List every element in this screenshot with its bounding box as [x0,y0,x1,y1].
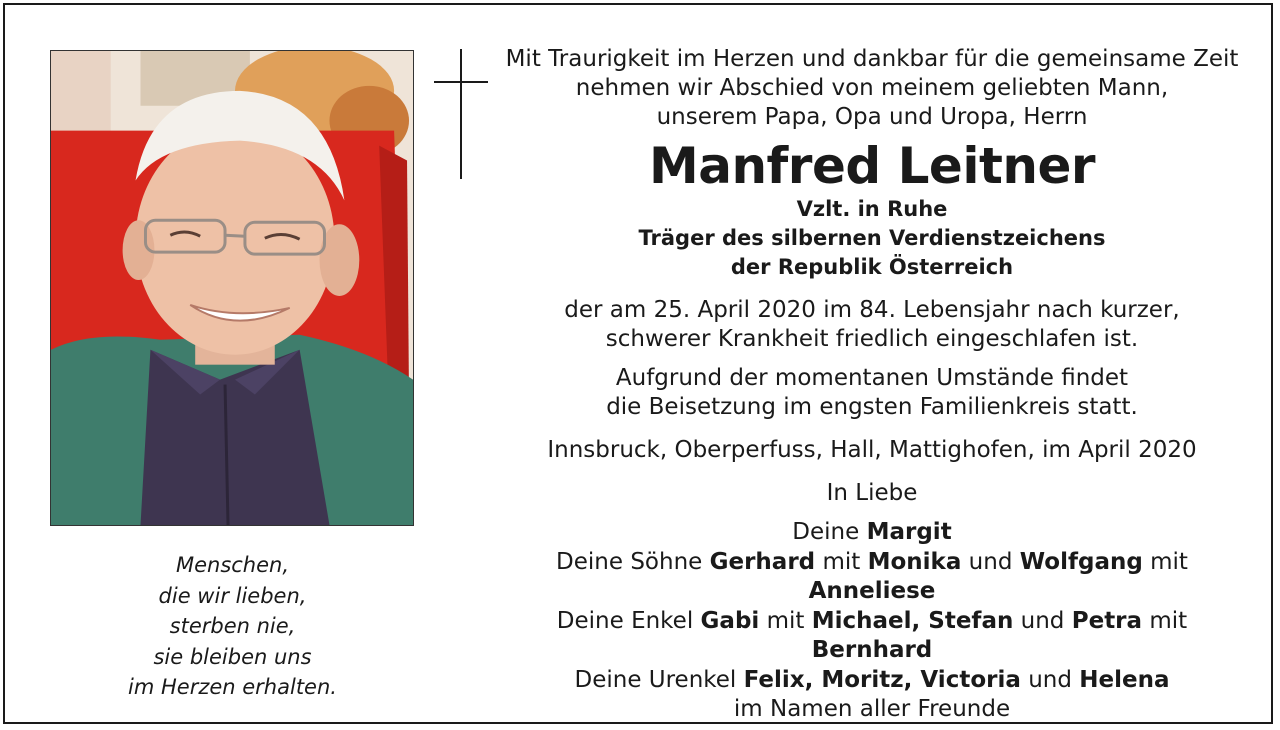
sons-with-1: mit [822,548,861,575]
son-1-partner: Monika [867,548,962,575]
intro-line-1: Mit Traurigkeit im Herzen und dankbar für die gemeinsame Zeit [505,46,1239,72]
poem-line-5: im Herzen erhalten. [128,675,337,699]
family-wife [498,518,1246,548]
wife-name: Margit [866,519,952,545]
grandchildren-and: und [1020,607,1065,634]
wife-prefix: Deine [792,519,860,545]
death-notice-line-1: der am 25. April 2020 im 84. Lebensjahr nach kurzer, [564,297,1180,323]
sons-prefix: Deine Söhne [556,548,703,575]
title-line-3: der Republik Österreich [730,255,1014,279]
poem-line-1: Menschen, [175,553,290,577]
poem-line-3: sterben nie, [169,614,296,638]
memorial-poem [95,550,370,703]
deceased-name: Manfred Leitner [648,137,1096,195]
great-grandchild-last: Helena [1079,666,1170,693]
obituary-card [3,3,1273,724]
grandchild-1-family: Michael, Stefan [811,607,1014,634]
poem-line-4: sie bleiben uns [153,644,312,669]
son-2-partner: Anneliese [808,578,936,604]
great-grandchildren-names: Felix, Moritz, Victoria [743,666,1021,693]
burial-notice-line-1: Aufgrund der momentanen Umstände findet [615,365,1129,391]
grandchild-1: Gabi [700,607,760,634]
family-closing: im Namen aller Freunde [733,696,1011,722]
sons-with-2: mit [1150,548,1188,575]
poem-line-2: die wir lieben, [158,583,307,608]
portrait-illustration [51,51,413,525]
family-great-grandchildren [498,666,1246,696]
burial-notice-line-2: die Beisetzung im engsten Familienkreis statt. [606,394,1138,420]
son-1: Gerhard [709,548,816,575]
grandchildren-with-2: mit [1149,607,1188,634]
death-notice-line-2: schwerer Krankheit friedlich eingeschlafen ist. [605,326,1139,352]
family-grandchildren [498,607,1246,666]
intro-line-3: unserem Papa, Opa und Uropa, Herrn [656,104,1088,130]
great-grandchildren-and: und [1028,666,1072,693]
in-love: In Liebe [826,480,918,506]
obituary-text [498,45,1246,725]
places-and-date: Innsbruck, Oberperfuss, Hall, Mattighofen, im April 2020 [547,437,1197,463]
grandchildren-prefix: Deine Enkel [556,607,694,634]
family-sons [498,548,1246,607]
grandchildren-with-1: mit [766,607,805,634]
grandchild-2-partner: Bernhard [811,637,933,663]
title-line-1: Vzlt. in Ruhe [796,197,948,221]
son-2: Wolfgang [1019,548,1143,575]
intro-line-2: nehmen wir Abschied von meinem geliebten Mann, [575,75,1169,101]
grandchild-2: Petra [1071,607,1143,634]
great-grandchildren-prefix: Deine Urenkel [574,666,737,693]
title-line-2: Träger des silbernen Verdienstzeichens [638,226,1106,250]
portrait-photo [50,50,414,526]
latin-cross-icon [432,49,490,179]
sons-and: und [968,548,1013,575]
